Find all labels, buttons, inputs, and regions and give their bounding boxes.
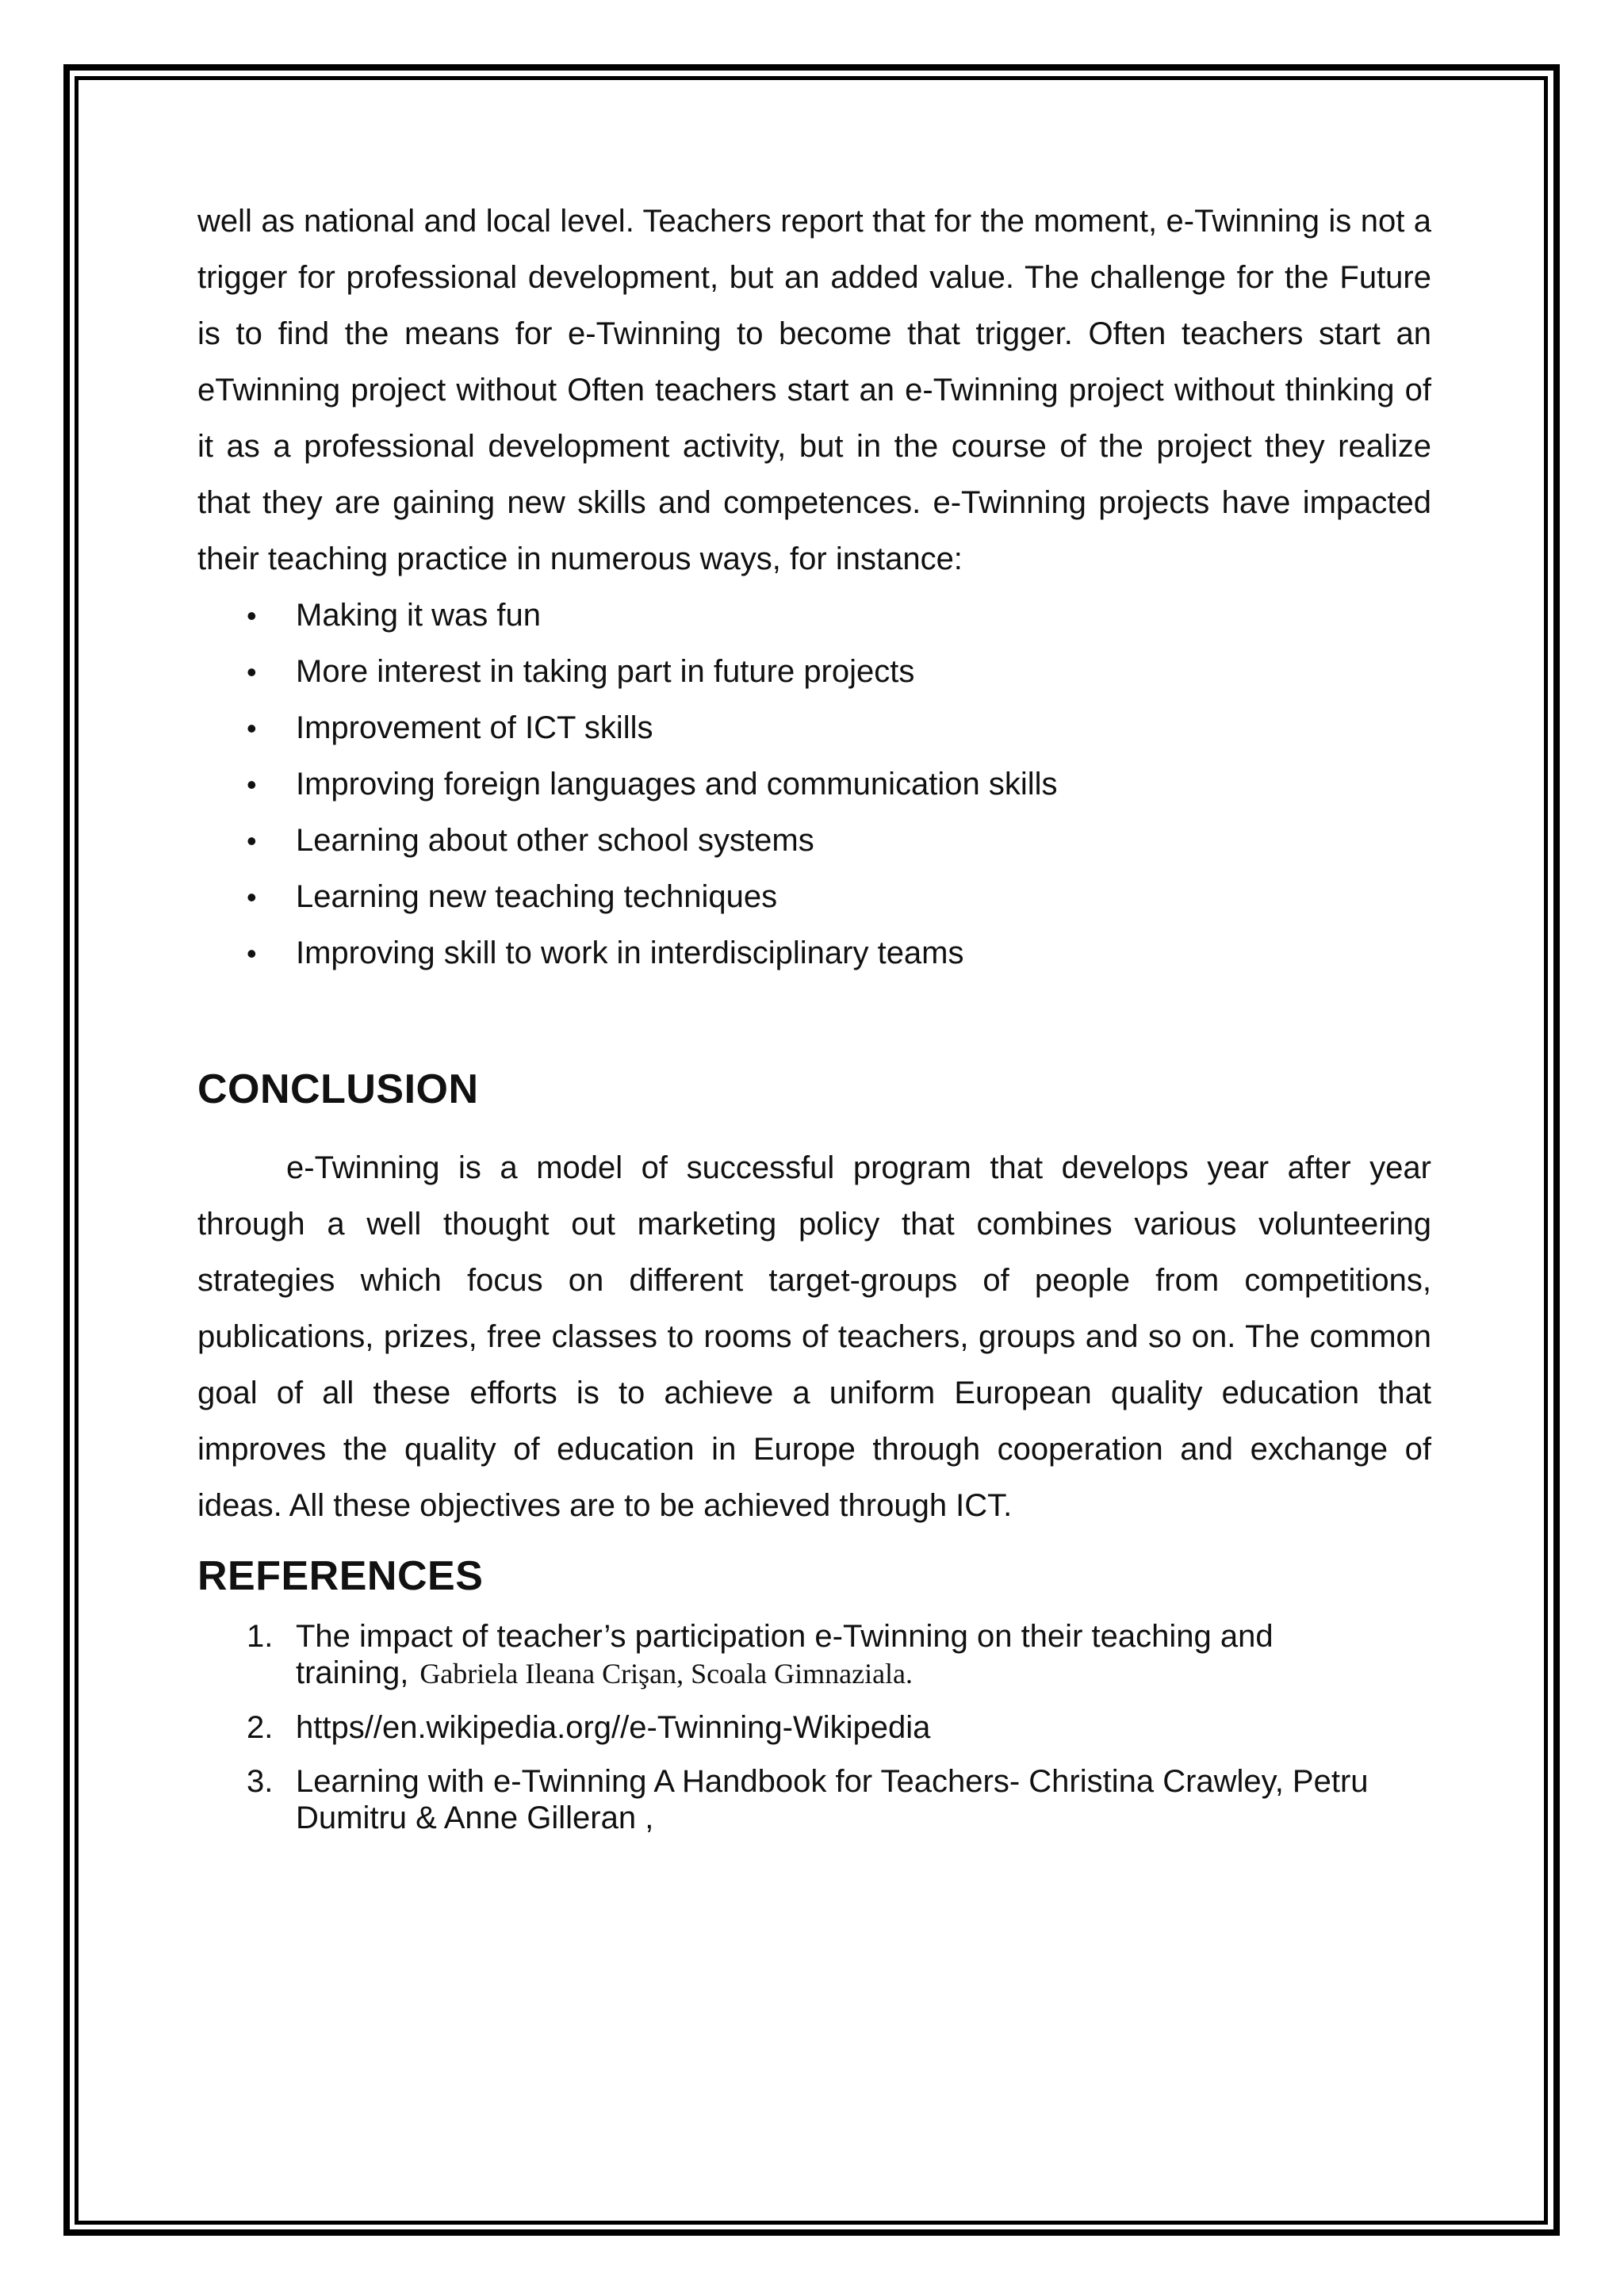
list-item: [197, 756, 1431, 813]
reference-title: Learning with e-Twinning A Handbook for Teachers- Christina Crawley, Petru Dumitru & Anne Gilleran ,: [296, 1764, 1369, 1835]
reference-author: Gabriela Ileana Crişan, Scoala Gimnaziala.: [419, 1658, 914, 1689]
list-item: [197, 644, 1431, 700]
list-item-text: More interest in taking part in future projects: [296, 654, 915, 689]
impact-list: [197, 587, 1431, 982]
conclusion-paragraph: e-Twinning is a model of successful program that develops year after year through a well thought out marketing policy that combines various volunteering strategies which focus on different target-groups of people from competitions, publications, prizes, free classes to rooms of teachers, groups and so on. The common goal of all these efforts is to achieve a uniform European quality education that improves the quality of education in Europe through cooperation and exchange of ideas. All these objectives are to be achieved through ICT.: [197, 1150, 1431, 1523]
reference-title: The impact of teacher’s participation e-Twinning on their teaching and training,: [296, 1619, 1274, 1690]
bullet-icon: •: [247, 599, 257, 632]
list-item-text: Improving skill to work in interdisciplinary teams: [296, 936, 964, 970]
bullet-icon: •: [247, 825, 257, 857]
list-item: [197, 925, 1431, 982]
bullet-icon: •: [247, 937, 257, 970]
reference-item: [197, 1709, 1431, 1746]
references-list: [197, 1618, 1431, 1836]
bullet-icon: •: [247, 881, 257, 913]
reference-link[interactable]: https//en.wikipedia.org//e-Twinning-Wikipedia: [296, 1710, 931, 1745]
reference-item: [197, 1763, 1431, 1836]
bullet-icon: •: [247, 656, 257, 688]
reference-number: 3.: [247, 1764, 274, 1799]
conclusion-heading: CONCLUSION: [197, 1066, 479, 1112]
list-item-text: Learning new teaching techniques: [296, 879, 778, 914]
reference-number: 1.: [247, 1619, 274, 1654]
list-item: [197, 869, 1431, 925]
document-content: [197, 193, 1431, 1854]
reference-number: 2.: [247, 1710, 274, 1745]
intro-paragraph: well as national and local level. Teachers report that for the moment, e-Twinning is not a trigger for professional development, but an added value. The challenge for the Future is to find the means for e-Twinning to become that trigger. Often teachers start an eTwinning project without Often teachers start an e-Twinning project without thinking of it as a professional development activity, but in the course of the project they realize that they are gaining new skills and competences. e-Twinning projects have impacted their teaching practice in numerous ways, for instance:: [197, 204, 1431, 576]
bullet-icon: •: [247, 768, 257, 801]
list-item: [197, 700, 1431, 756]
list-item-text: Improvement of ICT skills: [296, 710, 653, 745]
bullet-icon: •: [247, 712, 257, 744]
list-item-text: Improving foreign languages and communication skills: [296, 767, 1058, 802]
references-heading: REFERENCES: [197, 1553, 484, 1599]
list-item-text: Making it was fun: [296, 598, 542, 633]
list-item: [197, 813, 1431, 869]
reference-item: [197, 1618, 1431, 1692]
list-item: [197, 587, 1431, 644]
list-item-text: Learning about other school systems: [296, 823, 814, 858]
